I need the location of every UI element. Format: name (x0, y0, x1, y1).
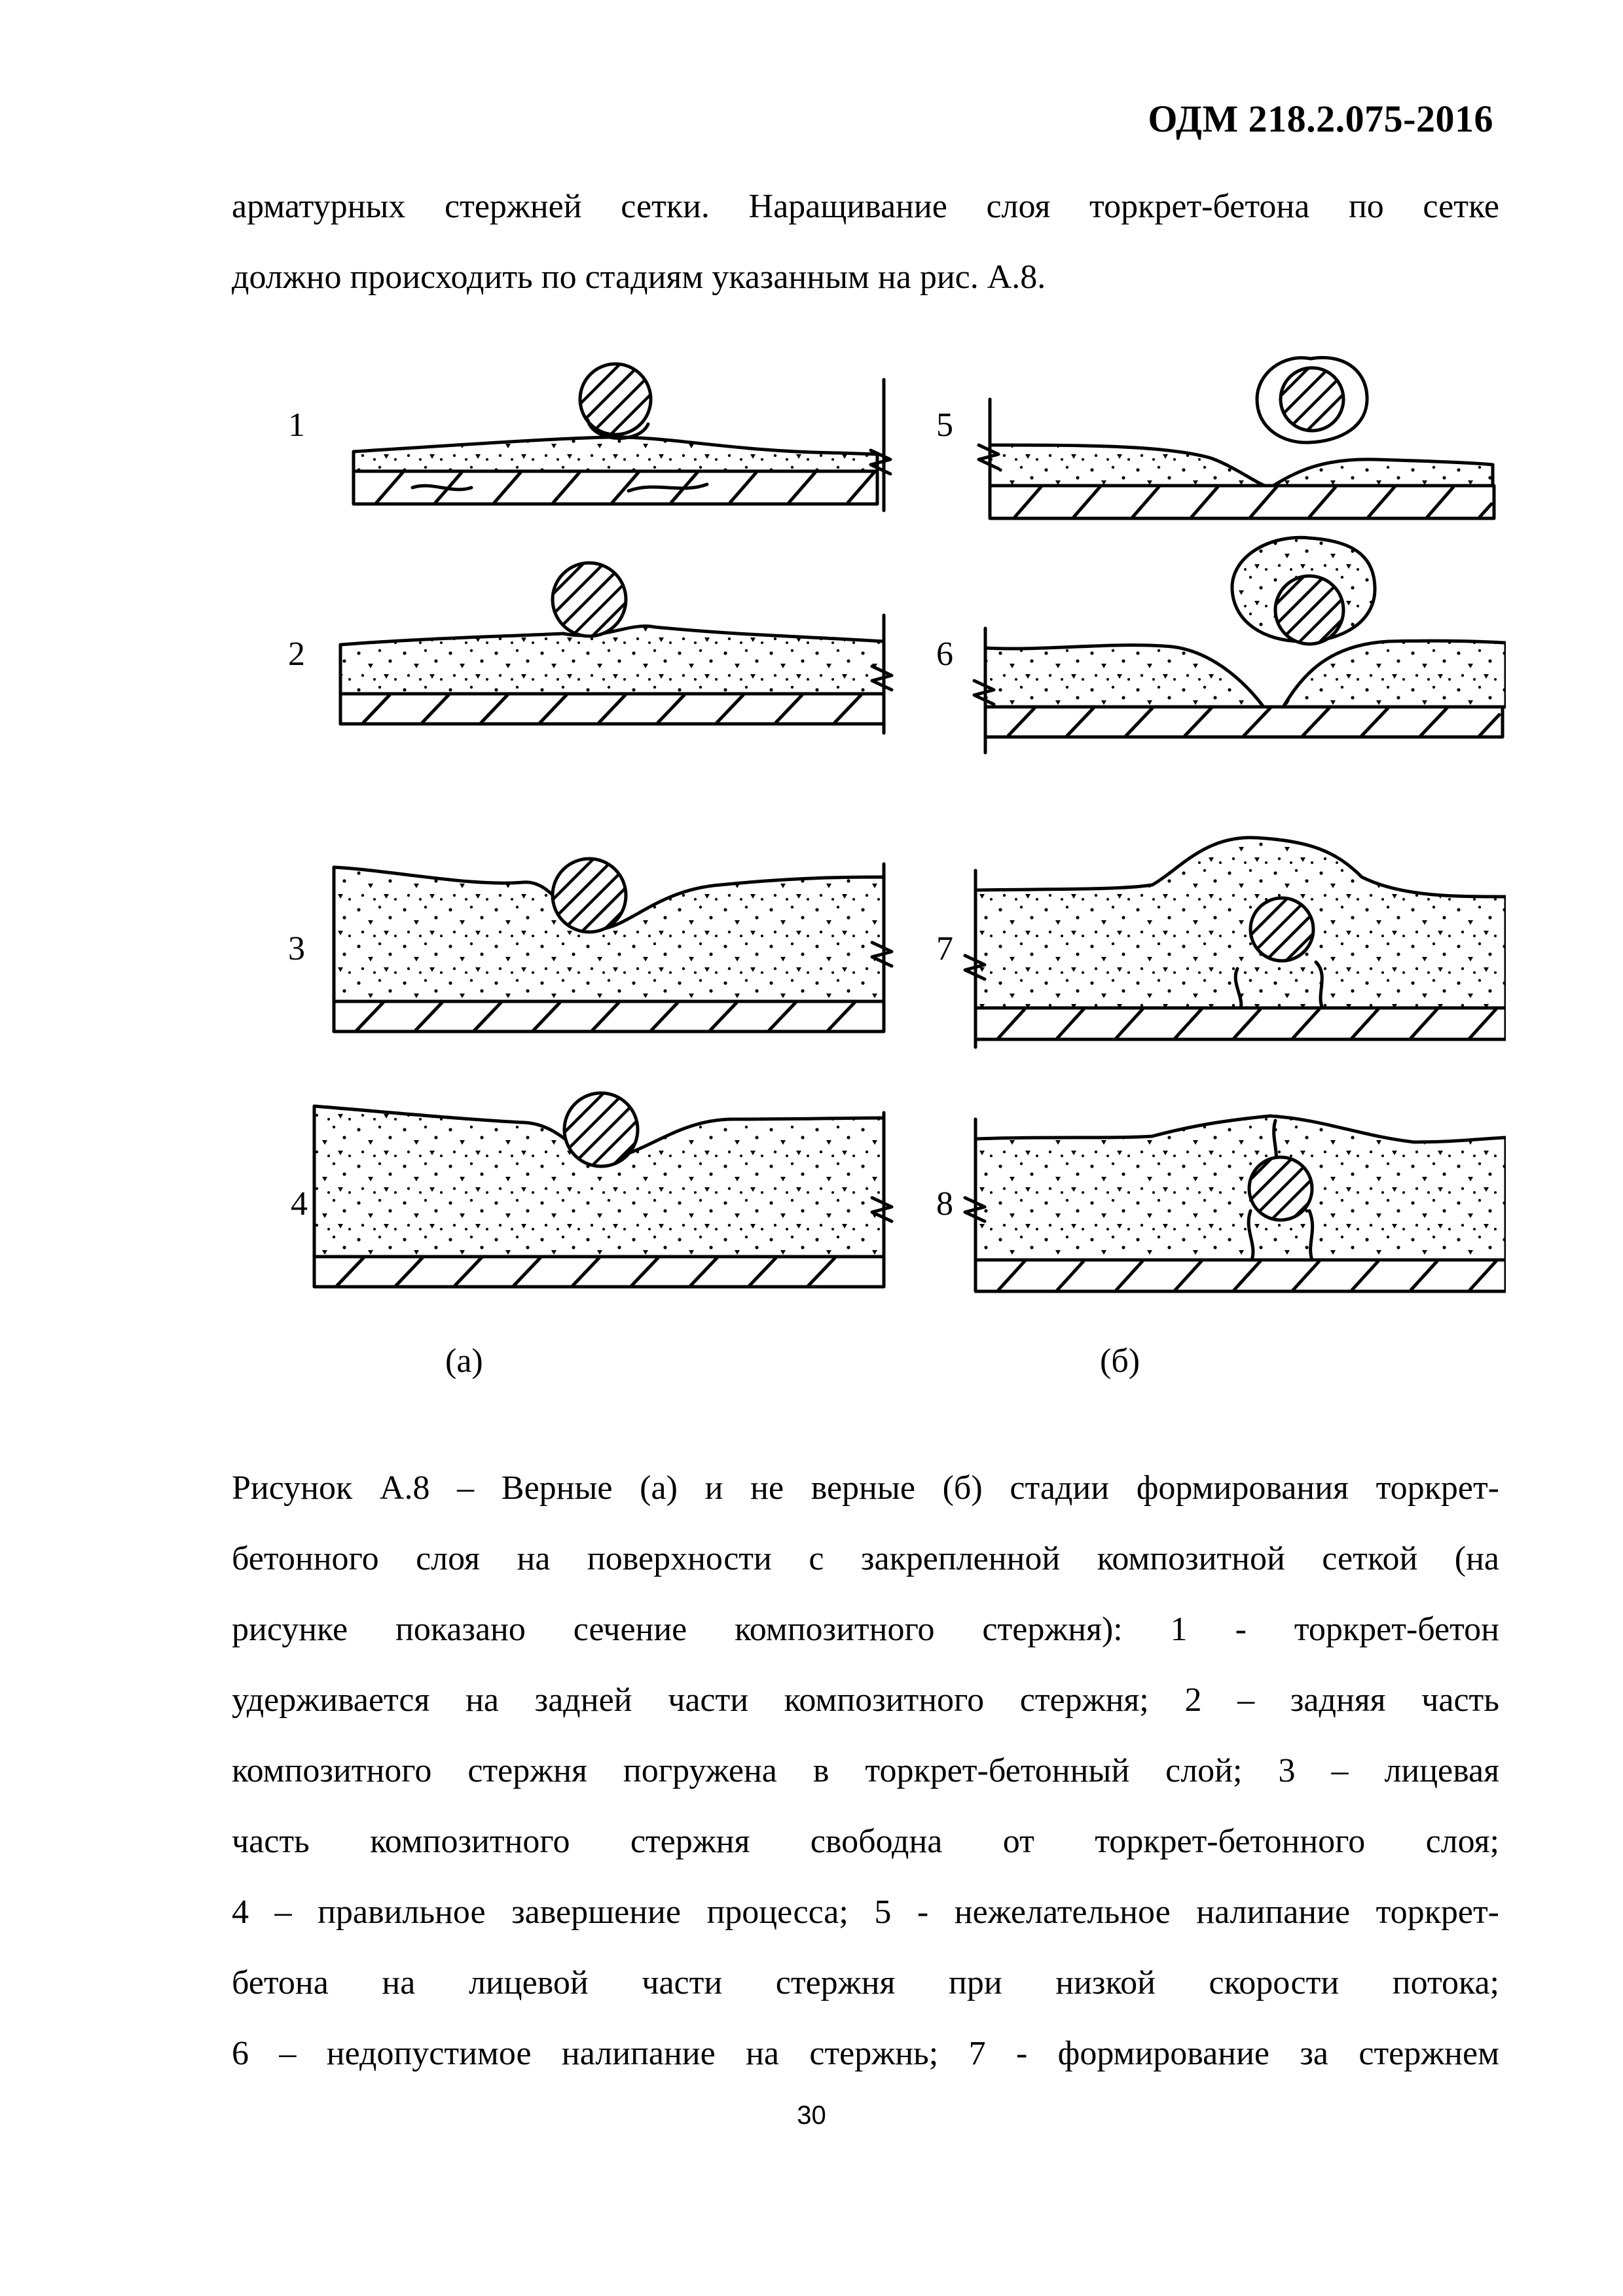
stage-5-drawing (979, 357, 1494, 518)
caption-line: композитного стержня погружена в торкрет-бетонный слой; 3 – лицевая (232, 1752, 1499, 1789)
intro-line: арматурных стержней сетки. Наращивание слоя торкрет-бетона по сетке (232, 188, 1499, 225)
caption-line: удерживается на задней части композитного стержня; 2 – задняя часть (232, 1681, 1499, 1719)
stage-7-drawing (965, 838, 1506, 1047)
stage-8-drawing (965, 1116, 1506, 1291)
caption-line: Рисунок А.8 – Верные (а) и не верные (б) стадии формирования торкрет- (232, 1469, 1499, 1507)
figure-a8 (262, 353, 1506, 1427)
caption-line: бетона на лицевой части стержня при низкой скорости потока; (232, 1964, 1499, 2001)
stage-1-drawing (354, 364, 890, 511)
stage-2-drawing (340, 563, 892, 733)
page-number: 30 (797, 2101, 826, 2130)
figure-drawing (262, 353, 1506, 1427)
stage-label-6: 6 (936, 636, 953, 673)
caption-line: 6 – недопустимое налипание на стержнь; 7 - формирование за стержнем (232, 2035, 1499, 2072)
caption-line: бетонного слоя на поверхности с закрепленной композитной сеткой (на (232, 1540, 1499, 1577)
stage-label-7: 7 (936, 930, 953, 967)
caption-line: часть композитного стержня свободна от торкрет-бетонного слоя; (232, 1823, 1499, 1860)
stage-label-5: 5 (936, 406, 953, 444)
panel-label-b: (б) (1100, 1342, 1140, 1380)
panel-label-a: (а) (445, 1342, 483, 1380)
caption-line: 4 – правильное завершение процесса; 5 - нежелательное налипание торкрет- (232, 1893, 1499, 1931)
stage-label-3: 3 (288, 930, 305, 967)
intro-paragraph (232, 171, 1499, 313)
stage-label-8: 8 (936, 1185, 953, 1223)
stage-label-2: 2 (288, 636, 305, 673)
stage-6-drawing (974, 537, 1506, 753)
figure-caption (232, 1453, 1499, 2089)
stage-4-drawing (314, 1093, 892, 1287)
intro-line: должно происходить по стадиям указанным на рис. А.8. (232, 259, 1046, 296)
document-code: ОДМ 218.2.075-2016 (1148, 98, 1493, 140)
caption-line: рисунке показано сечение композитного стержня): 1 - торкрет-бетон (232, 1611, 1499, 1648)
stage-label-4: 4 (291, 1185, 308, 1223)
stage-3-drawing (334, 859, 892, 1031)
stage-label-1: 1 (288, 406, 305, 444)
